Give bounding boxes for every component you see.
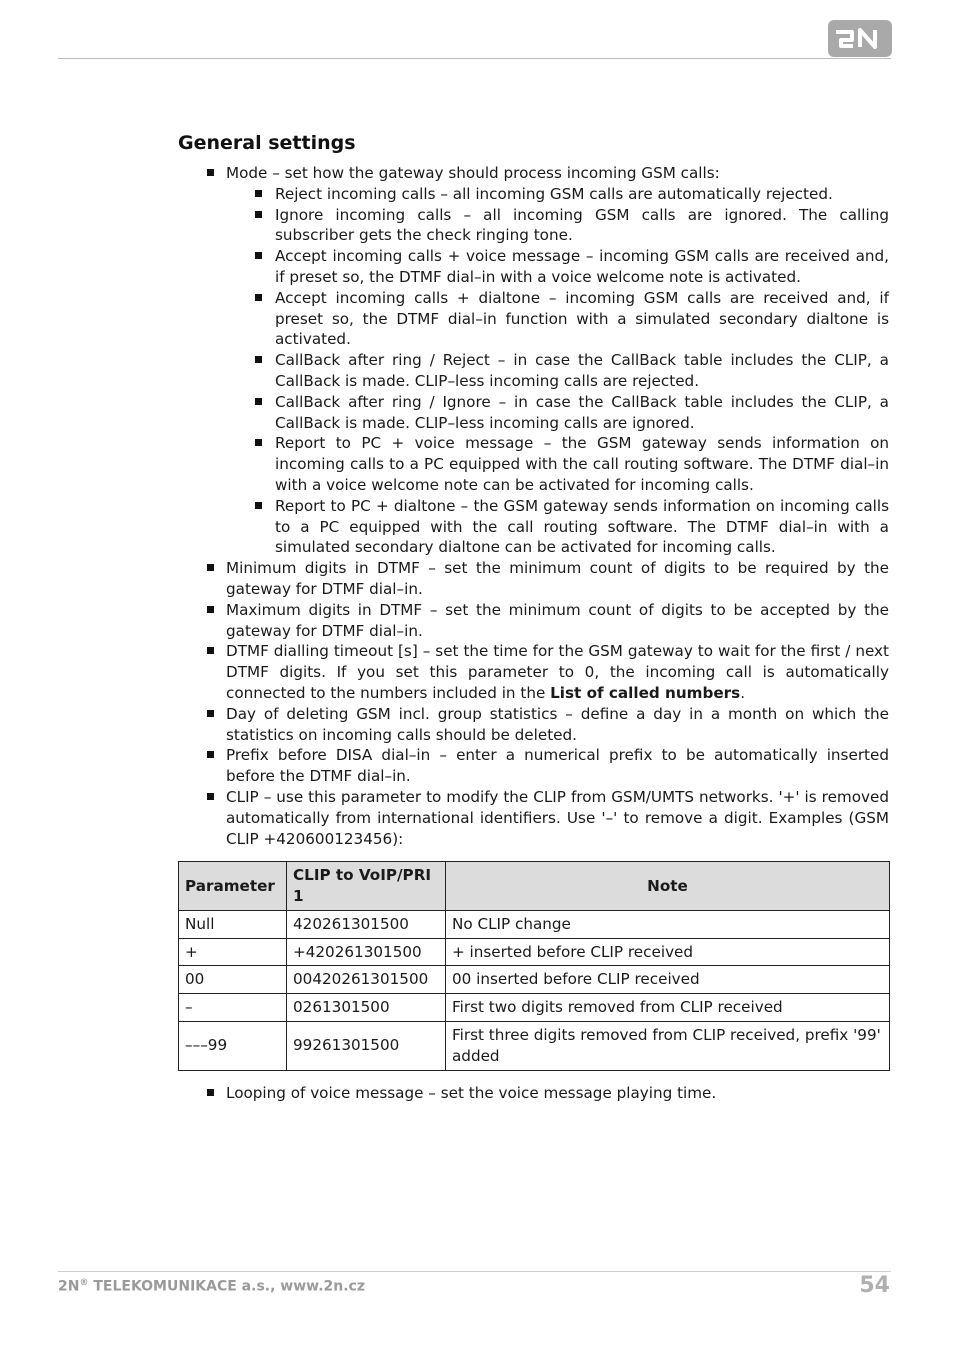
2n-logo-icon (828, 20, 892, 57)
table-cell: – (179, 994, 287, 1022)
list-item: Day of deleting GSM incl. group statistics – define a day in a month on which the statistics on incoming calls should be deleted. (178, 704, 889, 746)
settings-list (178, 163, 889, 849)
column-header-clip: CLIP to VoIP/PRI 1 (287, 862, 446, 911)
table-cell: 00420261301500 (287, 966, 446, 994)
sublist-item: Report to PC + dialtone – the GSM gateway sends information on incoming calls to a PC equipped with the call routing software. The DTMF dial–in with a simulated secondary dialtone can be activated for incoming calls. (178, 496, 889, 558)
list-item-tail: . (740, 683, 746, 702)
table-cell: No CLIP change (446, 910, 890, 938)
table-row (179, 966, 890, 994)
page-content (178, 130, 889, 1103)
sublist-item: Report to PC + voice message – the GSM gateway sends information on incoming calls to a PC equipped with the call routing software. The DTMF dial–in with a voice welcome note can be activated for incoming calls. (178, 433, 889, 495)
table-cell: 0261301500 (287, 994, 446, 1022)
sublist-item: Reject incoming calls – all incoming GSM calls are automatically rejected. (178, 184, 889, 205)
table-cell: First three digits removed from CLIP received, prefix '99' added (446, 1022, 890, 1071)
sublist-item: Accept incoming calls + dialtone – incoming GSM calls are received and, if preset so, the DTMF dial–in function with a simulated secondary dialtone is activated. (178, 288, 889, 350)
table-cell: + inserted before CLIP received (446, 938, 890, 966)
sublist-item: Ignore incoming calls – all incoming GSM calls are ignored. The calling subscriber gets the check ringing tone. (178, 205, 889, 247)
footer-rule (58, 1271, 891, 1272)
page-number: 54 (859, 1273, 890, 1298)
list-item: Maximum digits in DTMF – set the minimum count of digits to be accepted by the gateway for DTMF dial–in. (178, 600, 889, 642)
settings-list-continued (178, 1083, 889, 1104)
table-cell: Null (179, 910, 287, 938)
table-row (179, 910, 890, 938)
list-item-text: DTMF dialling timeout [s] – set the time for the GSM gateway to wait for the first / next DTMF digits. If you set this parameter to 0, the incoming call is automatically connected to the numbers included in the (226, 642, 889, 702)
clip-examples-table (178, 861, 890, 1070)
table-cell: First two digits removed from CLIP received (446, 994, 890, 1022)
list-item-text: Mode – set how the gateway should process incoming GSM calls: (226, 164, 720, 182)
column-header-note: Note (446, 862, 890, 911)
list-item: Looping of voice message – set the voice message playing time. (178, 1083, 889, 1104)
table-cell: 00 inserted before CLIP received (446, 966, 890, 994)
table-cell: –––99 (179, 1022, 287, 1071)
footer-brand: 2N (58, 1278, 80, 1295)
sublist-item: CallBack after ring / Ignore – in case the CallBack table includes the CLIP, a CallBack is made. CLIP–less incoming calls are ignored. (178, 392, 889, 434)
header-rule (58, 58, 891, 59)
sublist-item: Accept incoming calls + voice message – incoming GSM calls are received and, if preset so, the DTMF dial–in with a voice welcome note is activated. (178, 246, 889, 288)
table-cell: 420261301500 (287, 910, 446, 938)
list-item-dtmf-timeout (178, 641, 889, 703)
table-header-row (179, 862, 890, 911)
table-row (179, 938, 890, 966)
sublist-item: CallBack after ring / Reject – in case the CallBack table includes the CLIP, a CallBack is made. CLIP–less incoming calls are rejected. (178, 350, 889, 392)
footer-company-text: TELEKOMUNIKACE a.s., www.2n.cz (88, 1278, 365, 1295)
column-header-parameter: Parameter (179, 862, 287, 911)
table-cell: + (179, 938, 287, 966)
mode-sublist (178, 184, 889, 558)
table-cell: +420261301500 (287, 938, 446, 966)
list-item: Minimum digits in DTMF – set the minimum count of digits to be required by the gateway for DTMF dial–in. (178, 558, 889, 600)
table-row (179, 994, 890, 1022)
list-item: CLIP – use this parameter to modify the CLIP from GSM/UMTS networks. '+' is removed automatically from international identifiers. Use '–' to remove a digit. Examples (GSM CLIP +420600123456): (178, 787, 889, 849)
called-numbers-reference: List of called numbers (550, 683, 741, 702)
registered-mark: ® (79, 1278, 89, 1288)
list-item-mode (178, 163, 889, 558)
list-item: Prefix before DISA dial–in – enter a numerical prefix to be automatically inserted before the DTMF dial–in. (178, 745, 889, 787)
table-cell: 00 (179, 966, 287, 994)
footer-company (58, 1278, 365, 1295)
table-row (179, 1022, 890, 1071)
section-title: General settings (178, 132, 356, 154)
table-cell: 99261301500 (287, 1022, 446, 1071)
